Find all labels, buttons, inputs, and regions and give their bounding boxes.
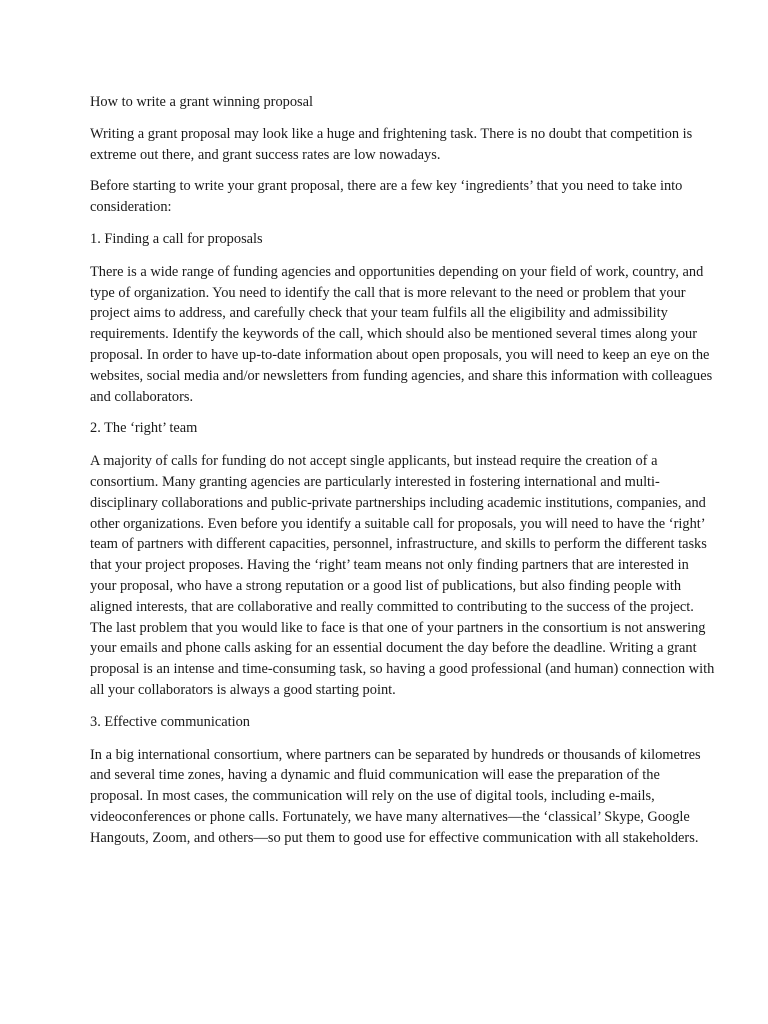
document-page [90,92,715,860]
section-heading-finding-call: 1. Finding a call for proposals [90,230,263,247]
section-heading-right-team: 2. The ‘right’ team [90,420,198,437]
section-body-communication: In a big international consortium, where partners can be separated by hundreds or thousands of kilometres and several time zones, having a dynamic and fluid communication will ease the preparation of the proposal. In most cases, the communication will rely on the use of digital tools, including e-mails, videoconferences or phone calls. Fortunately, we have many alternatives—the ‘classical’ Skype, Google Hangouts, Zoom, and others—so put them to good use for effective communication with all stakeholders. [90,746,701,846]
intro-paragraph-2: Before starting to write your grant proposal, there are a few key ‘ingredients’ that you need to take into consideration: [90,178,683,216]
section-body-right-team: A majority of calls for funding do not accept single applicants, but instead require the creation of a consortium. Many granting agencies are particularly interested in fostering international and multi-disciplinary collaborations and public-private partnerships including academic institutions, companies, and other organizations. Even before you identify a suitable call for proposals, you will need to have the ‘right’ team of partners with different capacities, personnel, infrastructure, and skills to perform the different tasks that your project proposes. Having the ‘right’ team means not only finding partners that are interested in your proposal, who have a strong reputation or a good list of publications, but also finding people with aligned interests, that are collaborative and really committed to contributing to the success of the project. The last problem that you would like to face is that one of your partners in the consortium is not answering your emails and phone calls asking for an essential document the day before the deadline. Writing a grant proposal is an intense and time-consuming task, so having a good professional (and human) connection with all your collaborators is always a good starting point. [90,453,715,698]
section-body-finding-call: There is a wide range of funding agencies and opportunities depending on your field of work, country, and type of organization. You need to identify the call that is more relevant to the need or problem that your project aims to address, and carefully check that your team fulfils all the eligibility and admissibility requirements. Identify the keywords of the call, which should also be mentioned several times along your proposal. In order to have up-to-date information about open proposals, you will need to keep an eye on the websites, social media and/or newsletters from funding agencies, and share this information with colleagues and collaborators. [90,263,713,405]
document-title: How to write a grant winning proposal [90,94,314,110]
section-heading-communication: 3. Effective communication [90,713,250,730]
intro-paragraph-1: Writing a grant proposal may look like a huge and frightening task. There is no doubt that competition is extreme out there, and grant success rates are low nowadays. [90,125,693,163]
